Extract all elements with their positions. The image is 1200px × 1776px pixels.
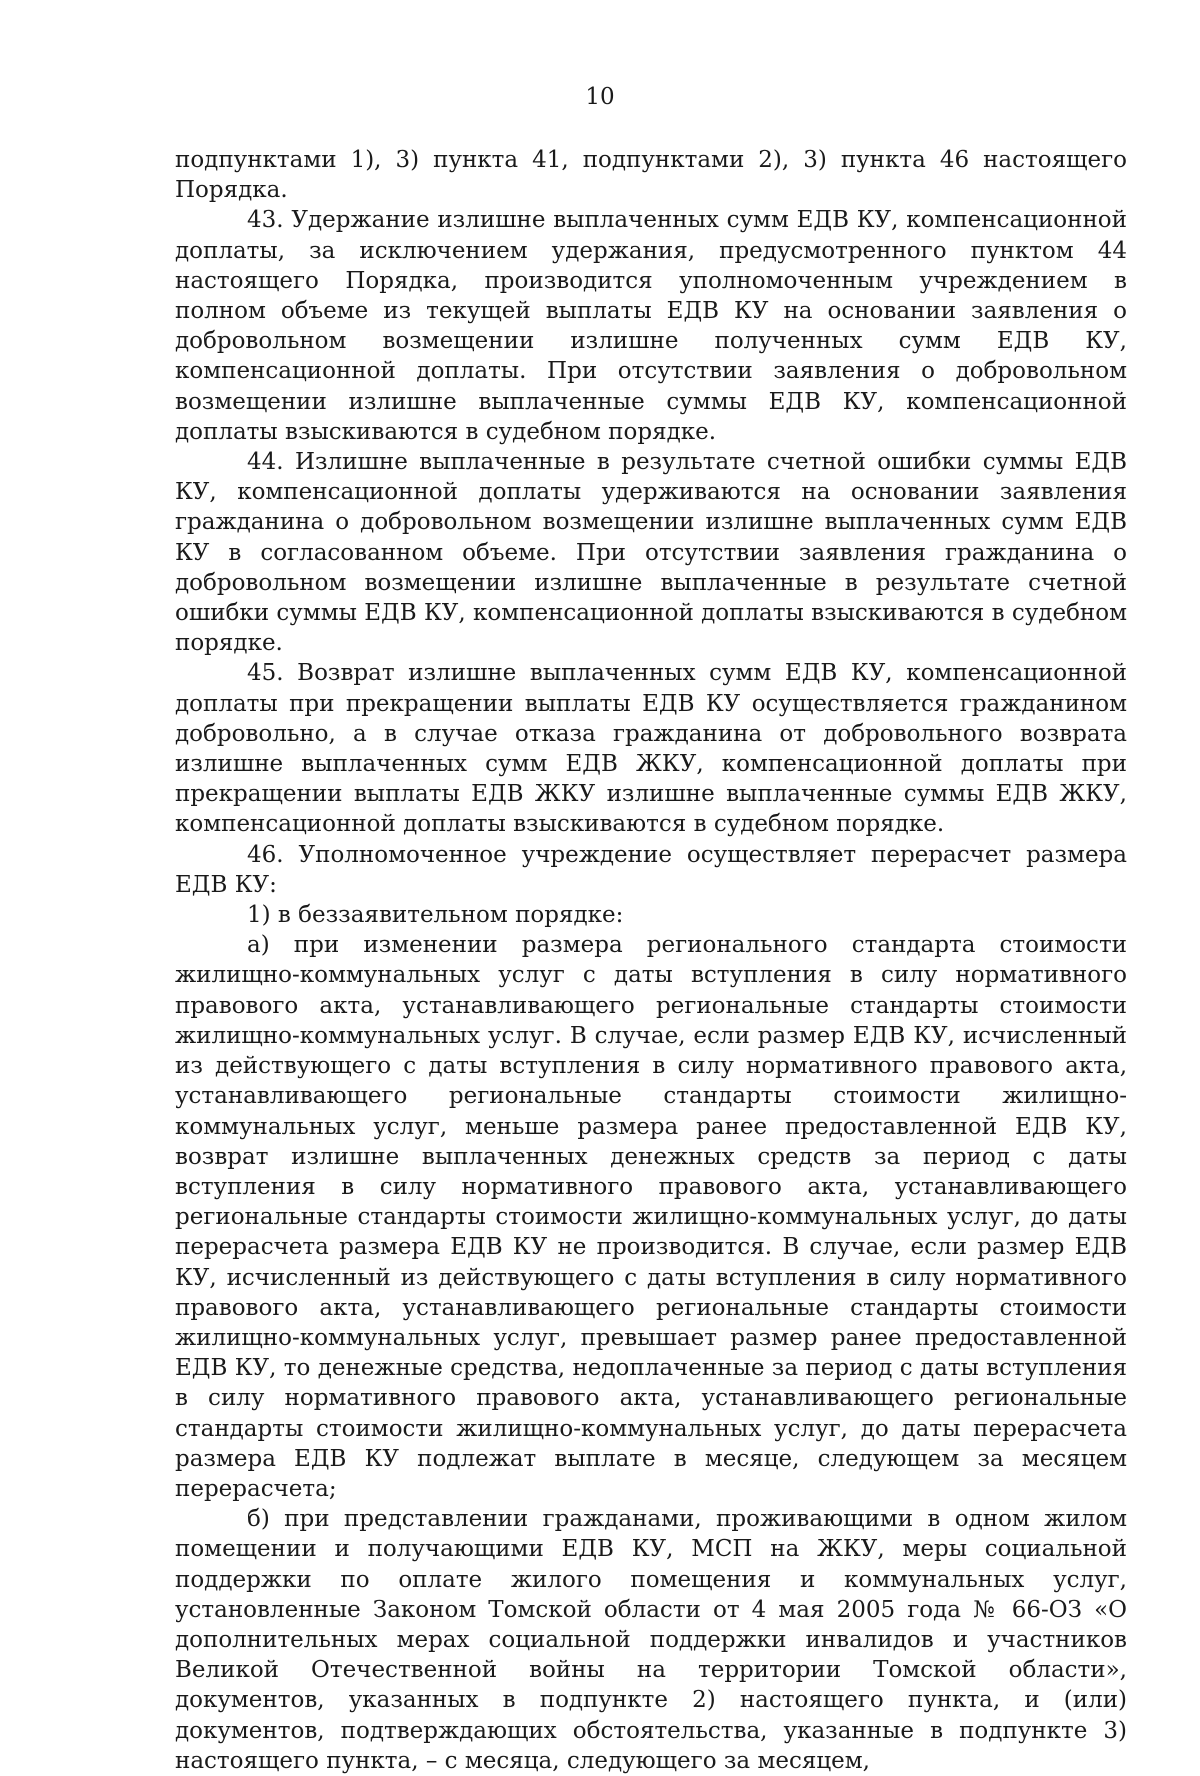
document-body (175, 145, 1127, 1776)
paragraph-item-44: 44. Излишне выплаченные в результате счетной ошибки суммы ЕДВ КУ, компенсационной доплаты удерживаются на основании заявления гражданина о добровольном возмещении излишне выплаченных сумм ЕДВ КУ в согласованном объеме. При отсутствии заявления гражданина о добровольном возмещении излишне выплаченные в результате счетной ошибки суммы ЕДВ КУ, компенсационной доплаты взыскиваются в судебном порядке. (175, 449, 1127, 657)
paragraph-subitem-a: а) при изменении размера регионального стандарта стоимости жилищно-коммунальных услуг с даты вступления в силу нормативного правового акта, устанавливающего региональные стандарты стоимости жилищно-коммунальных услуг. В случае, если размер ЕДВ КУ, исчисленный из действующего с даты вступления в силу нормативного правового акта, устанавливающего региональные стандарты стоимости жилищно-коммунальных услуг, меньше размера ранее предоставленной ЕДВ КУ, возврат излишне выплаченных денежных средств за период с даты вступления в силу нормативного правового акта, устанавливающего региональные стандарты стоимости жилищно-коммунальных услуг, до даты перерасчета размера ЕДВ КУ не производится. В случае, если размер ЕДВ КУ, исчисленный из действующего с даты вступления в силу нормативного правового акта, устанавливающего региональные стандарты стоимости жилищно-коммунальных услуг, превышает размер ранее предоставленной ЕДВ КУ, то денежные средства, недоплаченные за период с даты вступления в силу нормативного правового акта, устанавливающего региональные стандарты стоимости жилищно-коммунальных услуг, до даты перерасчета размера ЕДВ КУ подлежат выплате в месяце, следующем за месяцем перерасчета; (175, 932, 1127, 1502)
paragraph-continuation: подпунктами 1), 3) пункта 41, подпунктами 2), 3) пункта 46 настоящего Порядка. (175, 147, 1127, 204)
paragraph-item-45: 45. Возврат излишне выплаченных сумм ЕДВ КУ, компенсационной доплаты при прекращении выплаты ЕДВ КУ осуществляется гражданином добровольно, а в случае отказа гражданина от добровольного возврата излишне выплаченных сумм ЕДВ ЖКУ, компенсационной доплаты при прекращении выплаты ЕДВ ЖКУ излишне выплаченные суммы ЕДВ ЖКУ, компенсационной доплаты взыскиваются в судебном порядке. (175, 660, 1127, 838)
paragraph-item-46: 46. Уполномоченное учреждение осуществляет перерасчет размера ЕДВ КУ: (175, 841, 1127, 898)
paragraph-subitem-1: 1) в беззаявительном порядке: (247, 902, 624, 929)
paragraph-subitem-b: б) при представлении гражданами, проживающими в одном жилом помещении и получающими ЕДВ КУ, МСП на ЖКУ, меры социальной поддержки по оплате жилого помещения и коммунальных услуг, установленные Законом Томской области от 4 мая 2005 года № 66-ОЗ «О дополнительных мерах социальной поддержки инвалидов и участников Великой Отечественной войны на территории Томской области», документов, указанных в подпункте 2) настоящего пункта, и (или) документов, подтверждающих обстоятельства, указанные в подпункте 3) настоящего пункта, – с месяца, следующего за месяцем, (175, 1506, 1127, 1774)
page-number: 10 (585, 84, 615, 110)
paragraph-item-43: 43. Удержание излишне выплаченных сумм ЕДВ КУ, компенсационной доплаты, за исключением удержания, предусмотренного пунктом 44 настоящего Порядка, производится уполномоченным учреждением в полном объеме из текущей выплаты ЕДВ КУ на основании заявления о добровольном возмещении излишне полученных сумм ЕДВ КУ, компенсационной доплаты. При отсутствии заявления о добровольном возмещении излишне выплаченные суммы ЕДВ КУ, компенсационной доплаты взыскиваются в судебном порядке. (175, 207, 1127, 445)
